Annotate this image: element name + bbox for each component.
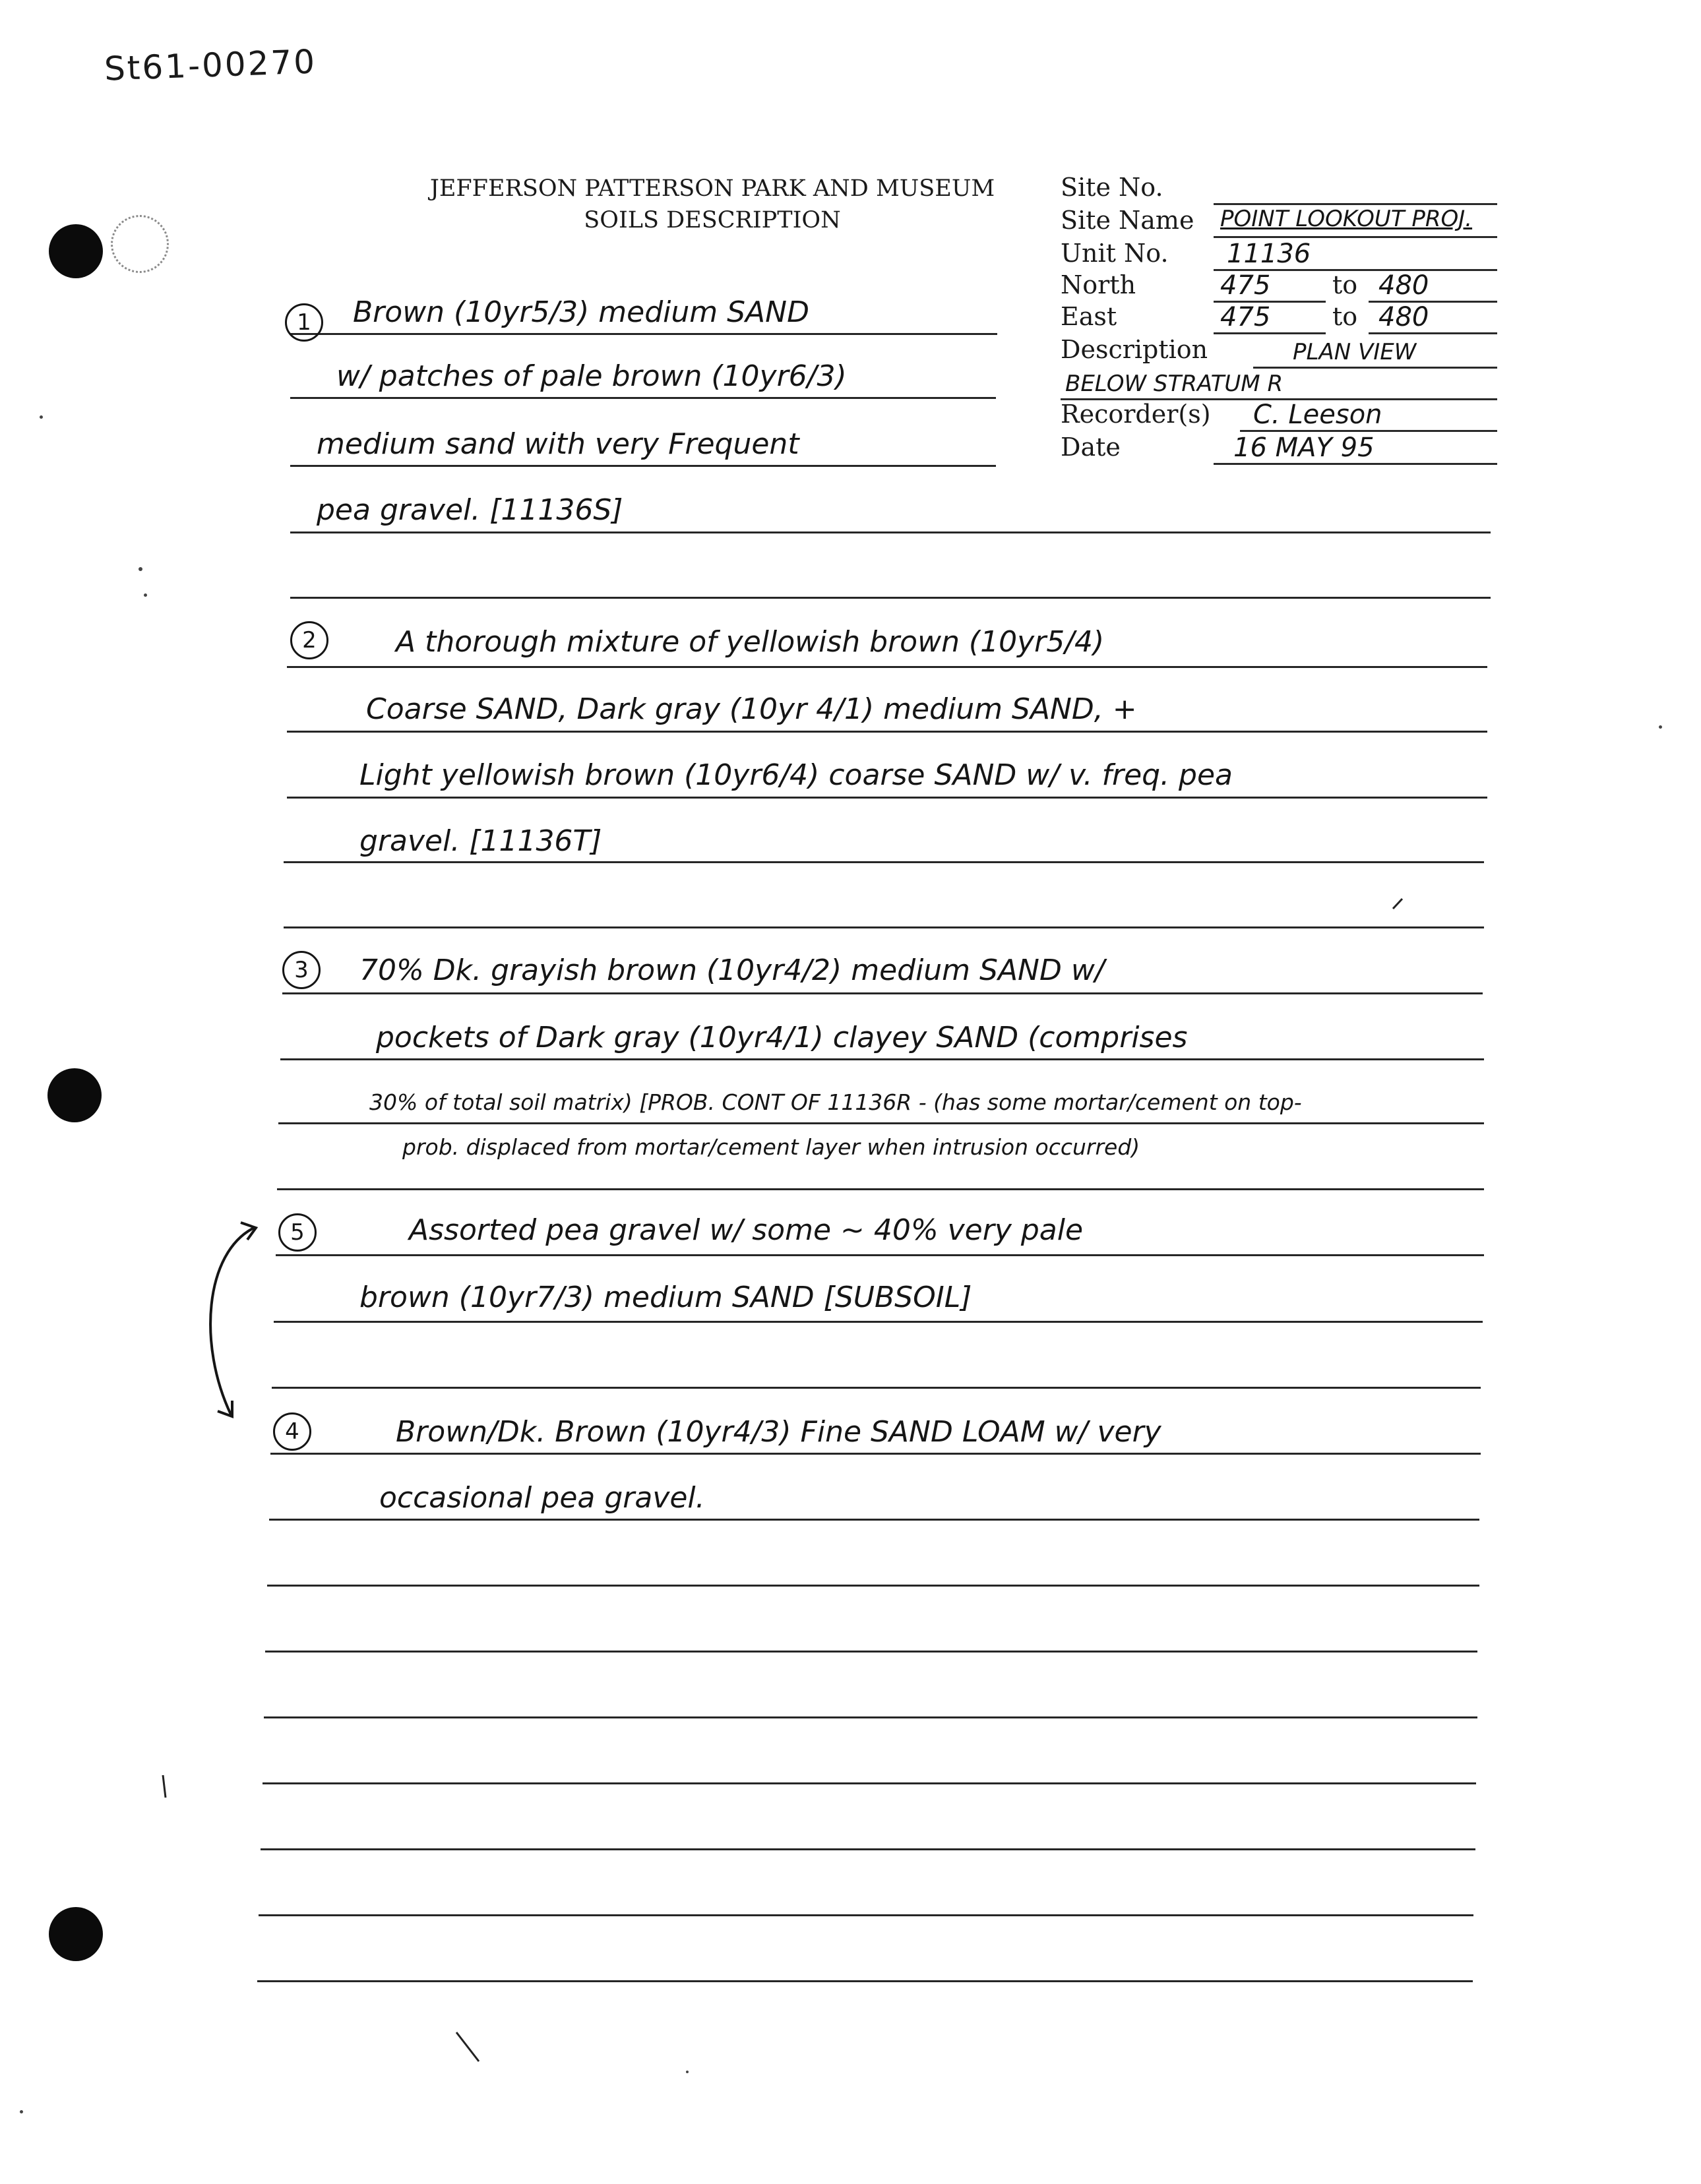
- entry-line: w/ patches of pale brown (10yr6/3): [336, 359, 847, 393]
- ruled-line: [290, 465, 996, 467]
- north-from-value: 475: [1220, 270, 1271, 301]
- recorder-line: [1240, 430, 1497, 432]
- entry-line: pockets of Dark gray (10yr4/1) clayey SAND (comprises: [376, 1021, 1188, 1054]
- ruled-line: [290, 531, 1491, 533]
- ruled-line: [278, 1122, 1484, 1124]
- entry-number: 2: [290, 621, 328, 659]
- scan-speck: [1659, 725, 1662, 729]
- binder-hole-ghost: [111, 215, 169, 273]
- ruled-line: [276, 1254, 1484, 1256]
- binder-hole-middle: [47, 1068, 102, 1122]
- ruled-line: [277, 1188, 1484, 1190]
- date-line: [1214, 463, 1497, 465]
- form-title-line2: SOILS DESCRIPTION: [584, 207, 841, 233]
- ruled-line: [265, 1651, 1477, 1653]
- description-line1: [1253, 367, 1497, 369]
- entry-line: Brown/Dk. Brown (10yr4/3) Fine SAND LOAM w/ very: [396, 1415, 1161, 1449]
- site-name-value: POINT LOOKOUT PROJ.: [1220, 206, 1473, 232]
- entry-line: 70% Dk. grayish brown (10yr4/2) medium SAND w/: [359, 954, 1105, 987]
- ruled-line: [263, 1782, 1476, 1784]
- ruled-line: [270, 1453, 1481, 1455]
- date-value: 16 MAY 95: [1233, 433, 1375, 463]
- entry-number: 1: [285, 303, 323, 342]
- stray-mark: [161, 1774, 168, 1800]
- binder-hole-top: [49, 224, 103, 278]
- scan-speck: [40, 415, 43, 419]
- entry-line: brown (10yr7/3) medium SAND [SUBSOIL]: [359, 1281, 972, 1314]
- entry-line: pea gravel. [11136S]: [317, 493, 623, 527]
- description-label: Description: [1061, 335, 1208, 364]
- ruled-line: [259, 1914, 1473, 1916]
- form-title: [425, 173, 999, 236]
- entry-line: Coarse SAND, Dark gray (10yr 4/1) medium SAND, +: [366, 692, 1137, 726]
- entry-line: 30% of total soil matrix) [PROB. CONT OF 11136R - (has some mortar/cement on top-: [369, 1089, 1302, 1115]
- scan-speck: [144, 593, 147, 597]
- ruled-line: [257, 1980, 1473, 1982]
- ruled-line: [267, 1585, 1479, 1587]
- north-label: North: [1061, 270, 1136, 299]
- unit-no-label: Unit No.: [1061, 239, 1169, 268]
- site-no-line: [1214, 203, 1497, 205]
- description-value-line1: PLAN VIEW: [1293, 339, 1417, 365]
- entry-number: 4: [273, 1412, 311, 1451]
- ruled-line: [287, 666, 1487, 668]
- site-no-label: Site No.: [1061, 173, 1163, 202]
- description-value-line2: BELOW STRATUM R: [1065, 371, 1283, 397]
- reorder-arrow-icon: [185, 1213, 284, 1438]
- east-label: East: [1061, 302, 1117, 331]
- ruled-line: [287, 731, 1487, 733]
- ruled-line: [290, 397, 996, 399]
- ruled-line: [287, 797, 1487, 799]
- entry-number: 3: [282, 951, 321, 989]
- entry-line: Assorted pea gravel w/ some ~ 40% very pale: [409, 1213, 1084, 1247]
- ruled-line: [264, 1716, 1477, 1718]
- north-to-label: to: [1332, 270, 1358, 299]
- form-title-line1: JEFFERSON PATTERSON PARK AND MUSEUM: [429, 175, 995, 202]
- entry-line: occasional pea gravel.: [379, 1481, 705, 1515]
- east-from-line: [1214, 332, 1326, 334]
- date-label: Date: [1061, 433, 1121, 462]
- scan-speck: [686, 2071, 689, 2073]
- entry-line: Light yellowish brown (10yr6/4) coarse SAND w/ v. freq. pea: [359, 758, 1233, 792]
- site-name-label: Site Name: [1061, 206, 1194, 235]
- ruled-line: [280, 1058, 1484, 1060]
- stray-mark: [455, 2031, 481, 2064]
- unit-no-value: 11136: [1227, 239, 1311, 269]
- scan-speck: [139, 567, 142, 571]
- east-to-label: to: [1332, 302, 1358, 331]
- ruled-line: [269, 1519, 1479, 1521]
- recorder-label: Recorder(s): [1061, 400, 1211, 429]
- ruled-line: [274, 1321, 1483, 1323]
- ruled-line: [261, 1848, 1475, 1850]
- ruled-line: [284, 861, 1484, 863]
- north-to-value: 480: [1378, 270, 1429, 301]
- ruled-line: [282, 992, 1483, 994]
- entry-line: Brown (10yr5/3) medium SAND: [353, 295, 809, 329]
- east-to-value: 480: [1378, 302, 1429, 332]
- entry-line: prob. displaced from mortar/cement layer when intrusion occurred): [402, 1134, 1140, 1160]
- entry-line: medium sand with very Frequent: [317, 427, 799, 461]
- site-name-line: [1214, 236, 1497, 238]
- ruled-line: [290, 597, 1491, 599]
- ruled-line: [284, 926, 1484, 928]
- recorder-value: C. Leeson: [1253, 400, 1382, 430]
- east-from-value: 475: [1220, 302, 1271, 332]
- document-id: St61-00270: [104, 42, 317, 88]
- stray-mark: [1392, 897, 1405, 910]
- scan-speck: [20, 2110, 23, 2113]
- entry-line: gravel. [11136T]: [359, 824, 602, 858]
- entry-number: 5: [278, 1213, 317, 1252]
- ruled-line: [272, 1387, 1481, 1389]
- entry-line: A thorough mixture of yellowish brown (10yr5/4): [396, 625, 1105, 659]
- east-to-line: [1369, 332, 1497, 334]
- binder-hole-bottom: [49, 1907, 103, 1961]
- ruled-line: [290, 333, 997, 335]
